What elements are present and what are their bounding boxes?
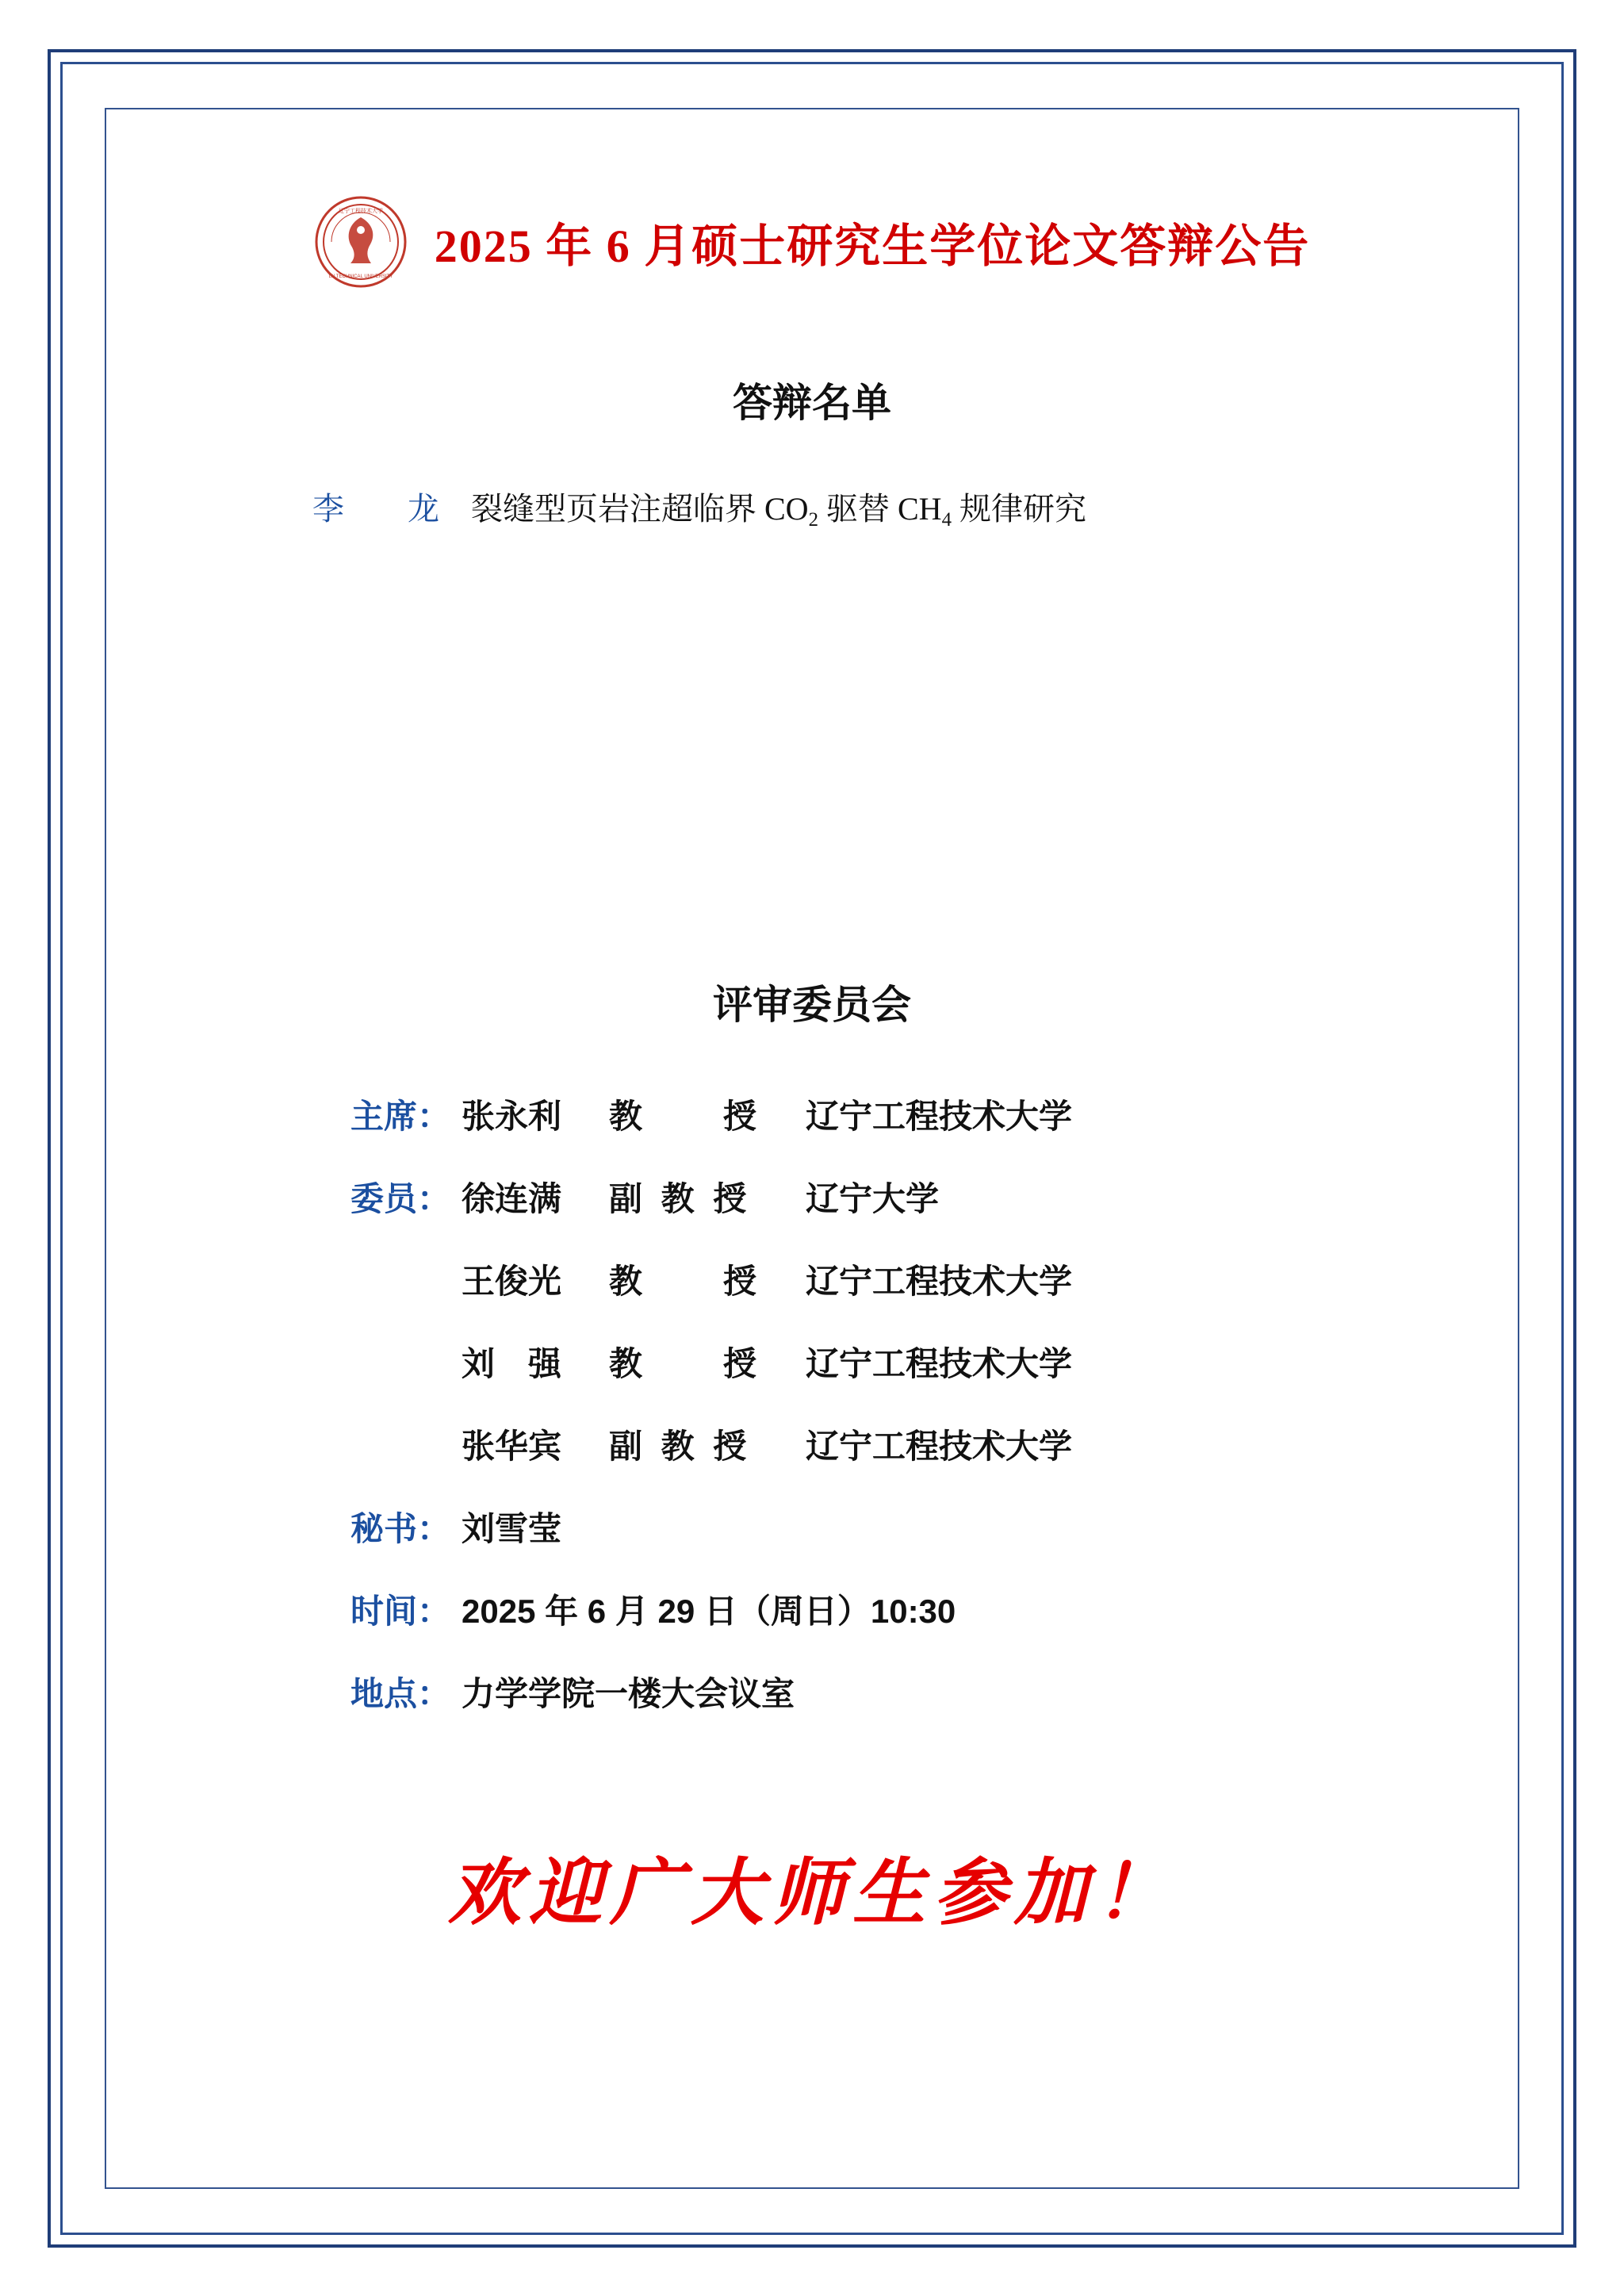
member-affiliation: 辽宁工程技术大学 xyxy=(806,1098,1073,1135)
member-rank: 教 授 xyxy=(609,1345,762,1382)
thesis-part-1: 裂缝型页岩注超临界 CO xyxy=(471,491,809,527)
member-affiliation: 辽宁大学 xyxy=(806,1180,940,1217)
svg-text:LN TECHNICAL UNIVERSITY: LN TECHNICAL UNIVERSITY xyxy=(328,274,393,279)
candidate-name: 李 龙 xyxy=(312,491,455,527)
member-rank: 教 授 xyxy=(609,1098,762,1135)
university-seal-icon xyxy=(314,195,408,289)
member-affiliation: 辽宁工程技术大学 xyxy=(806,1428,1073,1465)
welcome-banner: 欢迎广大师生参加！ xyxy=(447,1853,1176,1934)
list-item xyxy=(105,484,1519,529)
member-rank: 副 教 授 xyxy=(609,1180,752,1217)
member-role-label: 委员： xyxy=(350,1180,451,1217)
table-row xyxy=(350,1255,1519,1303)
secretary-name: 刘雪莹 xyxy=(462,1510,562,1547)
member-affiliation: 辽宁工程技术大学 xyxy=(806,1263,1073,1300)
member-name: 王俊光 xyxy=(462,1263,562,1300)
thesis-part-2: 驱替 CH xyxy=(818,491,942,527)
time-row xyxy=(350,1585,1519,1633)
member-name: 张永利 xyxy=(462,1098,562,1135)
page-title: 2025 年 6 月硕士研究生学位论文答辩公告 xyxy=(434,220,1311,272)
section-heading-defense-list: 答辩名单 xyxy=(733,381,891,425)
table-row xyxy=(350,1338,1519,1386)
member-rank: 副 教 授 xyxy=(609,1428,752,1465)
secretary-row xyxy=(350,1503,1519,1550)
svg-text:辽宁工程技术大学: 辽宁工程技术大学 xyxy=(338,209,383,214)
title-row xyxy=(105,195,1519,289)
table-row xyxy=(350,1173,1519,1221)
thesis-part-3: 规律研究 xyxy=(951,491,1086,527)
time-label: 时间： xyxy=(350,1593,451,1630)
secretary-label: 秘书： xyxy=(350,1510,451,1547)
location-label: 地点： xyxy=(350,1675,451,1712)
location-row xyxy=(350,1668,1519,1715)
candidate-thesis-title xyxy=(471,484,1086,529)
member-affiliation: 辽宁工程技术大学 xyxy=(806,1345,1073,1382)
time-value: 2025 年 6 月 29 日（周日）10:30 xyxy=(462,1593,956,1630)
member-rank: 教 授 xyxy=(609,1263,762,1300)
thesis-subscript-1: 2 xyxy=(808,509,818,531)
table-row xyxy=(350,1420,1519,1468)
thesis-subscript-2: 4 xyxy=(941,509,952,531)
table-row xyxy=(350,1091,1519,1138)
location-value: 力学学院一楼大会议室 xyxy=(462,1675,795,1712)
member-name: 张华宾 xyxy=(462,1428,562,1465)
page-content xyxy=(105,108,1519,2189)
member-role-label: 主席： xyxy=(350,1098,451,1135)
member-name: 徐连满 xyxy=(462,1180,562,1217)
member-name: 刘 强 xyxy=(462,1345,562,1382)
committee-table xyxy=(105,1091,1519,1715)
section-heading-committee: 评审委员会 xyxy=(713,983,911,1027)
